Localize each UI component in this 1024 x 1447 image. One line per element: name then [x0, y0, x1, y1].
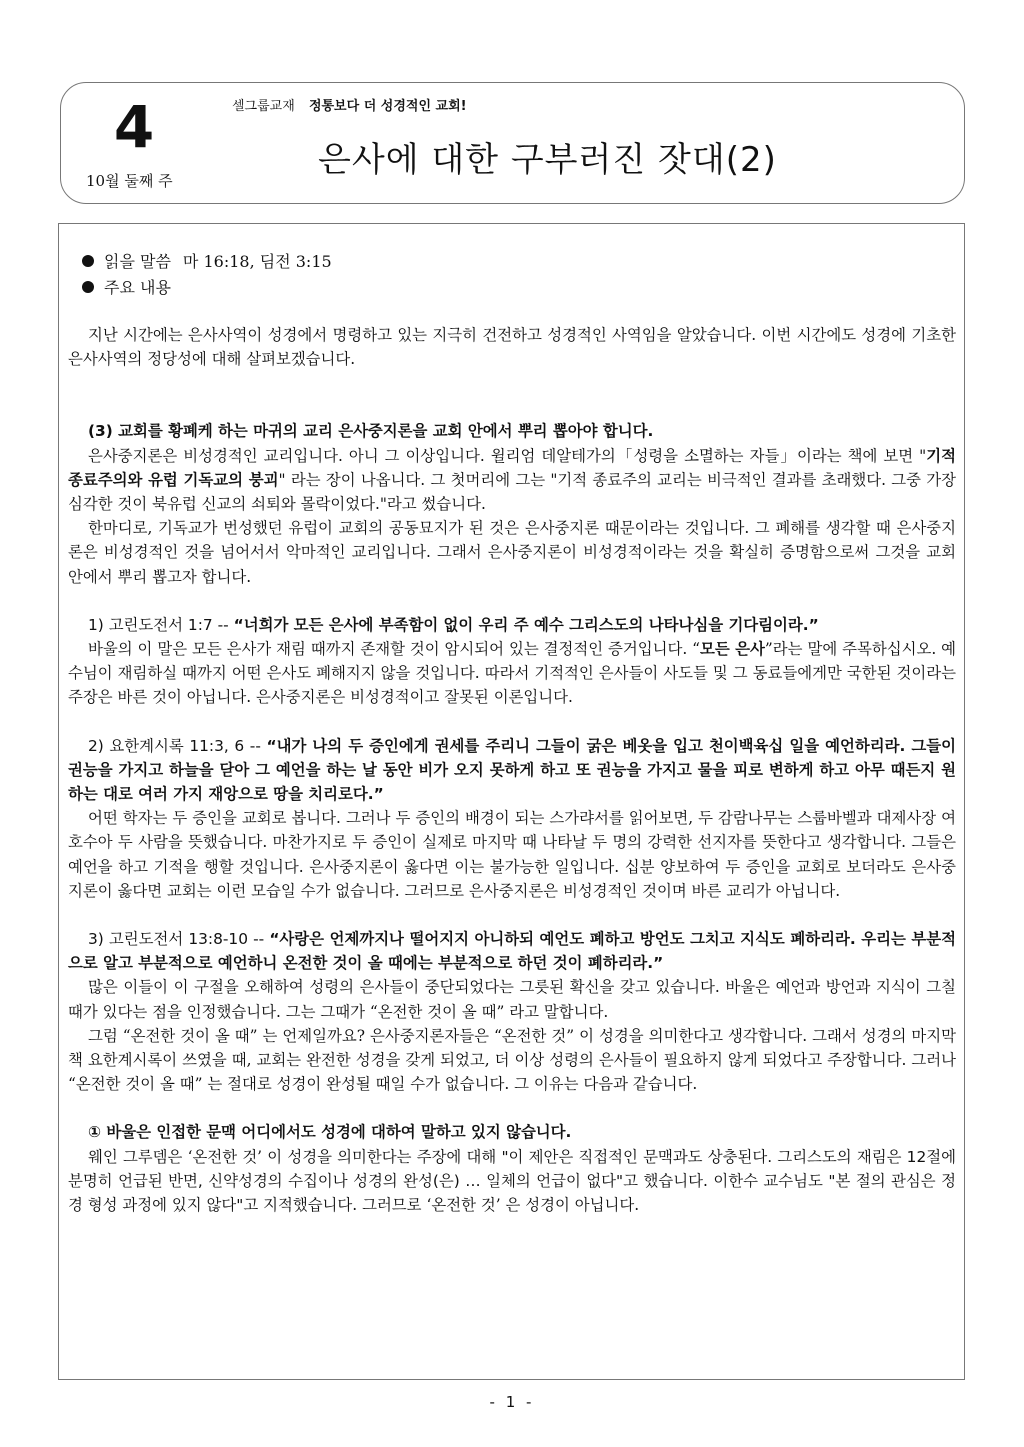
lesson-title: 은사에 대한 구부러진 잣대(2) — [318, 140, 777, 180]
quoted-text: "이 제안은 직접적인 문맥과도 상충된다. 그리스도의 재림은 12절에 분명히 언급된 반면, 신약성경의 수집이나 성경의 완성(은) … 일체의 언급이 없다" — [68, 1147, 956, 1190]
text-run: 웨인 그루뎀은 ‘온전한 것’ 이 성경을 의미한다는 주장에 대해 — [88, 1147, 502, 1166]
point-paragraph: 많은 이들이 이 구절을 오해하여 성령의 은사들이 중단되었다는 그릇된 확신을 갖고 있습니다. 바울은 예언과 방언과 지식이 그칠 때가 있다는 점을 인정했습니다. 그는 그때가 “온전한 것이 올 때” 라고 말합니다. — [68, 978, 956, 1021]
sub-heading: ① 바울은 인접한 문맥 어디에서도 성경에 대하여 말하고 있지 않습니다. — [88, 1123, 572, 1142]
emphasis-text: 모든 은사 — [700, 640, 765, 659]
section-paragraph — [68, 444, 956, 517]
book-chapter-title: 기적 종료주의와 유럽 기독교의 붕괴 — [68, 446, 956, 489]
page-number: - 1 - — [489, 1393, 535, 1411]
quoted-text: "본 절의 관심은 정경 형성 과정에 있지 않다" — [68, 1171, 957, 1215]
reading-value: 마 16:18, 딤전 3:15 — [182, 252, 332, 271]
series-label: 셀그룹교재 — [232, 99, 295, 114]
summary-row — [80, 275, 171, 298]
sub-paragraph — [68, 1145, 956, 1218]
lesson-week: 10월 둘째 주 — [86, 172, 173, 190]
verse-reference: 1) 고린도전서 1:7 -- — [88, 615, 234, 634]
verse-quote: “내가 나의 두 증인에게 권세를 주리니 그들이 굵은 베옷을 입고 천이백육십 일을 예언하리라. 그들이 권능을 가지고 하늘을 닫아 그 예언을 하는 날 동안 비가 오지 못하게 하고 또 권능을 가지고 물을 피로 변하게 하고 아무 때든지 원하는 대로 여러 가지 재앙으로 땅을 치리로다.” — [68, 736, 956, 804]
section-paragraph: 한마디로, 기독교가 번성했던 유럽이 교회의 공동묘지가 된 것은 은사중지론 때문이라는 것입니다. 그 폐해를 생각할 때 은사중지론은 비성경적인 것을 넘어서서 악마적인 교리입니다. 그래서 은사중지론이 비성경적이라는 것을 확실히 증명함으로써 그것을 교회 안에서 뿌리 뽑고자 합니다. — [68, 519, 956, 586]
series-line — [232, 95, 467, 114]
point-heading — [68, 734, 956, 807]
verse-reference: 3) 고린도전서 13:8-10 -- — [88, 930, 270, 949]
series-title: 정통보다 더 성경적인 교회! — [308, 99, 467, 114]
reading-row — [80, 249, 332, 272]
verse-reference: 2) 요한계시록 11:3, 6 -- — [88, 736, 267, 755]
bullet-icon — [82, 281, 94, 293]
text-run: 고 했습니다. 이한수 교수님도 — [623, 1171, 829, 1190]
body-text — [68, 323, 956, 1217]
intro-paragraph: 지난 시간에는 은사사역이 성경에서 명령하고 있는 지극히 건전하고 성경적인 사역임을 알았습니다. 이번 시간에도 성경에 기초한 은사사역의 정당성에 대해 살펴보겠습니다. — [68, 326, 956, 369]
text-run: 고 지적했습니다. 그러므로 ‘온전한 것’ 은 성경이 아닙니다. — [243, 1196, 640, 1215]
lesson-number: 4 — [113, 93, 155, 161]
point-paragraph: 어떤 학자는 두 증인을 교회로 봅니다. 그러나 두 증인의 배경이 되는 스가랴서를 읽어보면, 두 감람나무는 스룹바벨과 대제사장 여호수아 두 사람을 뜻했습니다. 마찬가지로 두 증인이 실제로 마지막 때 나타날 두 명의 강력한 선지자를 뜻한다고 생각합니다. 그들은 예언을 하고 기적을 행할 것입니다. 은사중지론이 옳다면 이는 불가능한 일입니다. 십분 양보하여 두 증인을 교회로 보더라도 은사중지론이 옳다면 교회는 이런 모습일 수가 없습니다. 그러므로 은사중지론은 비성경적인 것이며 바른 교리가 아닙니다. — [68, 809, 956, 900]
summary-label: 주요 내용 — [104, 278, 171, 297]
text-run: ”라는 말에 주목하십시오. 예수님이 재림하실 때까지 어떤 은사도 폐해지지 않을 것입니다. 따라서 기적적인 은사들이 사도들 및 그 동료들에게만 국한된 것이라는 주장은 바른 것이 아닙니다. 은사중지론은 비성경적이고 잘못된 이론입니다. — [68, 640, 957, 707]
verse-quote: “너희가 모든 은사에 부족함이 없이 우리 주 예수 그리스도의 나타나심을 기다림이라.” — [233, 615, 819, 634]
point-paragraph: 그럼 “온전한 것이 올 때” 는 언제일까요? 은사중지론자들은 “온전한 것” 이 성경을 의미한다고 생각합니다. 그래서 성경의 마지막 책 요한계시록이 쓰였을 때, 교회는 완전한 성경을 갖게 되었고, 더 이상 성령의 은사들이 필요하지 않게 되었다고 주장합니다. 그러나 “온전한 것이 올 때” 는 절대로 성경이 완성될 때일 수가 없습니다. 그 이유는 다음과 같습니다. — [68, 1026, 956, 1094]
bullet-icon — [82, 255, 94, 267]
section-heading: (3) 교회를 황폐케 하는 마귀의 교리 은사중지론을 교회 안에서 뿌리 뽑아야 합니다. — [88, 422, 654, 441]
text-run: 바울의 이 말은 모든 은사가 재림 때까지 존재할 것이 암시되어 있는 결정적인 증거입니다. “ — [88, 640, 701, 659]
text-run: " 라는 장이 나옵니다. 그 첫머리에 그는 "기적 종료주의 교리는 비극적인 결과를 초래했다. 그중 가장 심각한 것이 북유럽 신교의 쇠퇴와 몰락이었다."라고 썼습니다. — [68, 470, 956, 514]
text-run: 은사중지론은 비성경적인 교리입니다. 아니 그 이상입니다. 윌리엄 데알테가의「성령을 소멸하는 자들」이라는 책에 보면 " — [88, 446, 927, 465]
point-heading — [68, 927, 956, 975]
reading-label: 읽을 말씀 — [104, 252, 171, 271]
point-paragraph — [68, 637, 956, 710]
verse-quote: “사랑은 언제까지나 떨어지지 아니하되 예언도 폐하고 방언도 그치고 지식도 폐하리라. 우리는 부분적으로 알고 부분적으로 예언하니 온전한 것이 올 때에는 부분적으로 하던 것이 폐하리라.” — [68, 930, 956, 973]
point-heading — [68, 613, 956, 637]
